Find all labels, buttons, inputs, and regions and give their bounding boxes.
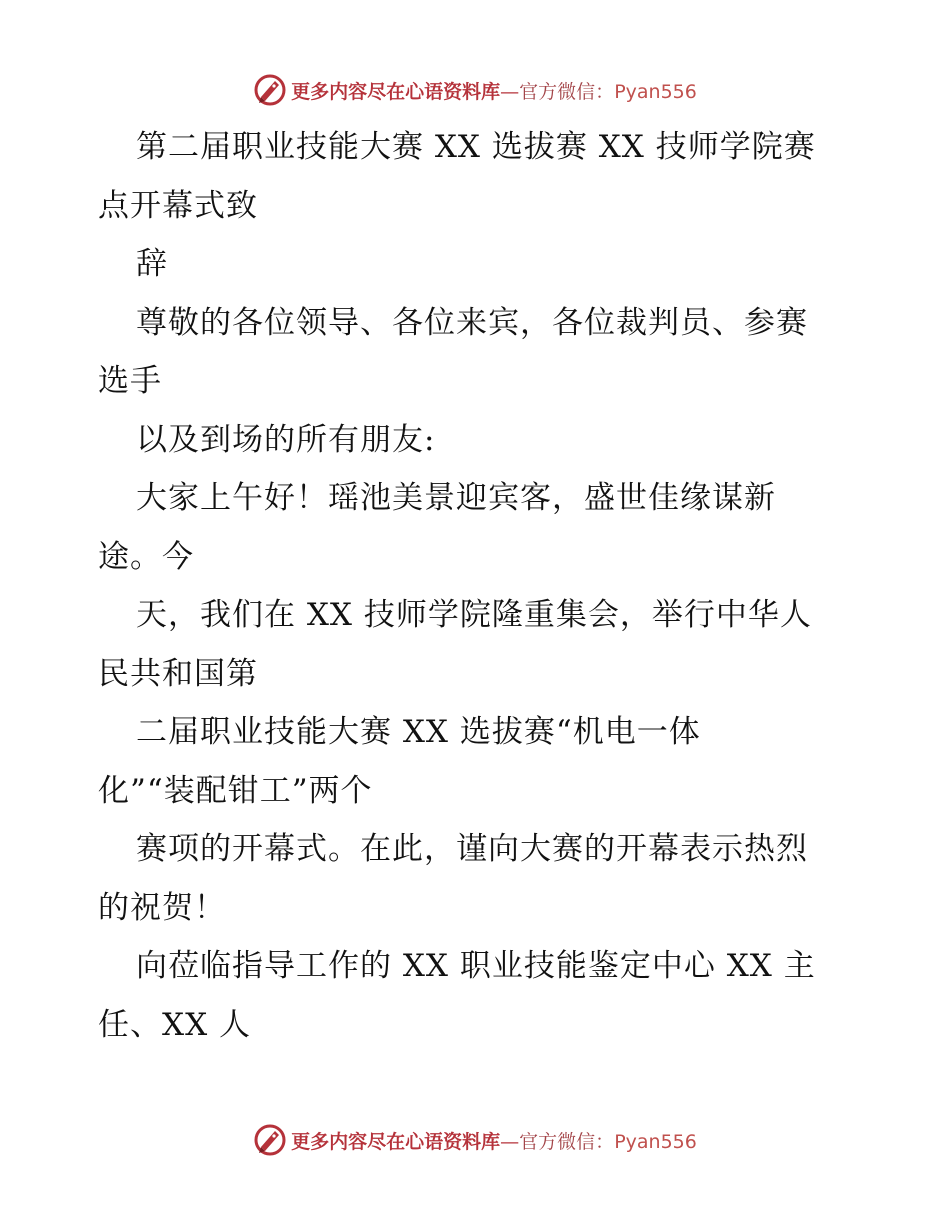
text-line: 天，我们在 XX 技师学院隆重集会，举行中华人 [136, 597, 812, 633]
footer-site-text: 更多内容尽在心语资料库 [291, 1130, 501, 1153]
text-line: 途。今 [98, 538, 194, 575]
header-text [291, 77, 697, 104]
footer-wechat-label: 官方微信： [519, 1130, 615, 1153]
text-line: 任、XX 人 [98, 1006, 251, 1043]
footer-text [291, 1127, 697, 1154]
footer-dash: — [500, 1130, 520, 1153]
text-line: 尊敬的各位领导、各位来宾，各位裁判员、参赛 [136, 304, 808, 341]
header-wechat-id: Pyan556 [614, 80, 697, 103]
text-line: 向莅临指导工作的 XX 职业技能鉴定中心 XX 主 [136, 948, 816, 984]
text-line: 以及到场的所有朋友: [136, 421, 436, 458]
text-line: 赛项的开幕式。在此，谨向大赛的开幕表示热烈 [136, 831, 808, 867]
text-line: 二届职业技能大赛 XX 选拔赛“机电一体 [136, 714, 701, 750]
text-line: 第二届职业技能大赛 XX 选拔赛 XX 技师学院赛 [136, 129, 816, 165]
header-dash: — [500, 80, 520, 103]
text-line: 民共和国第 [98, 655, 258, 692]
pen-logo-icon [253, 73, 287, 107]
text-line: 的祝贺！ [98, 889, 226, 926]
text-line: 大家上午好！瑶池美景迎宾客，盛世佳缘谋新 [136, 480, 776, 516]
header-site-text: 更多内容尽在心语资料库 [291, 80, 501, 103]
header-banner [0, 70, 950, 110]
document-body [98, 118, 858, 1054]
text-line: 点开幕式致 [98, 187, 258, 224]
header-wechat-label: 官方微信： [519, 80, 615, 103]
pen-logo-icon [253, 1123, 287, 1157]
text-line: 化”“装配钳工”两个 [98, 772, 373, 809]
footer-wechat-id: Pyan556 [614, 1130, 697, 1153]
text-line: 辞 [136, 246, 168, 282]
text-line: 选手 [98, 363, 162, 399]
footer-banner [0, 1120, 950, 1160]
